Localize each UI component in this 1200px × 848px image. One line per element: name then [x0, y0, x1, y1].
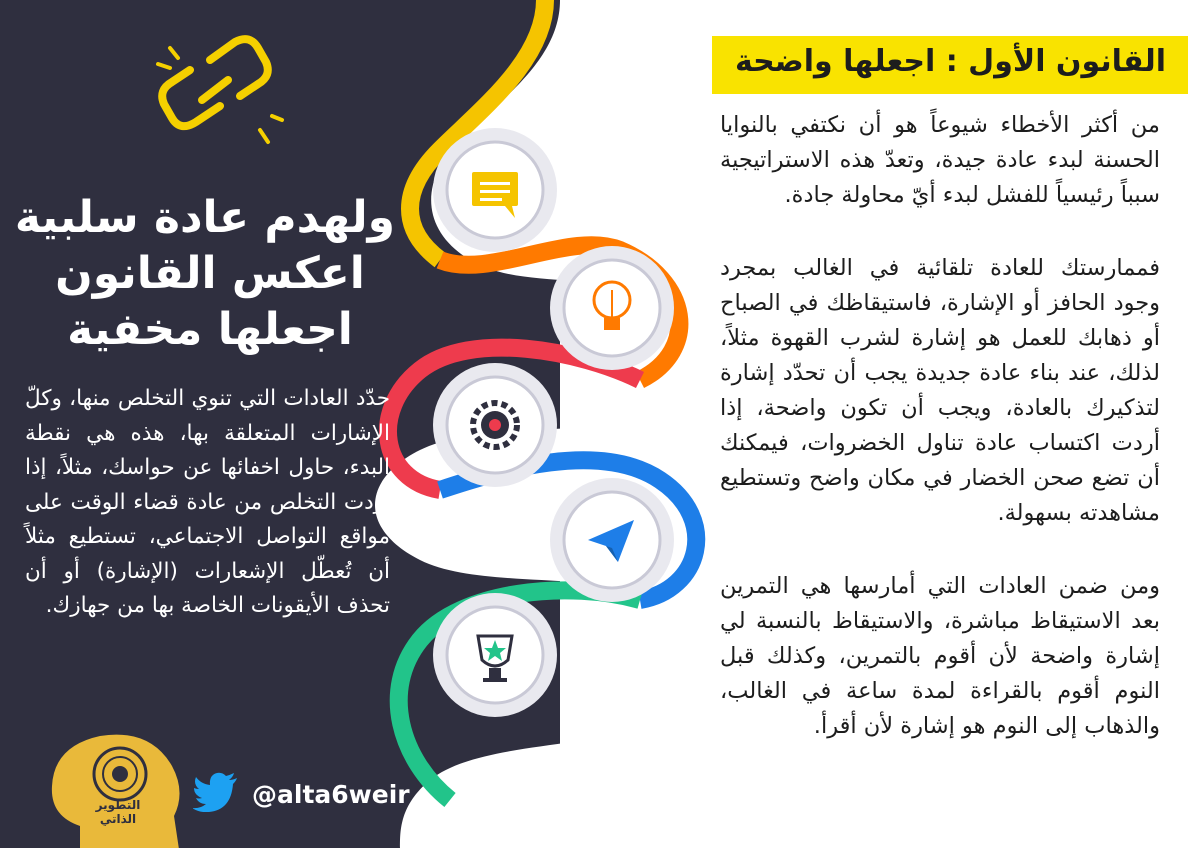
left-headline-line-2: اعكس القانون: [55, 248, 365, 299]
twitter-icon: [193, 772, 239, 812]
article-paragraph-2: فممارستك للعادة تلقائية في الغالب بمجرد وجود الحافز أو الإشارة، فاستيقاظك في الصباح أو ذهابك للعمل هو إشارة لشرب القهوة مثلاً، لذلك، عند بناء عادة جديدة يجب أن تحدّد إشارة لتذكيرك بالعادة، ويجب أن تكون واضحة، إذا أردت اكتساب عادة تناول الخضروات، فيمكنك أن تضع صحن الخضار في مكان واضح وتستطيع مشاهدته بسهولة.: [720, 255, 1160, 526]
broken-chain-icon: [140, 30, 290, 170]
left-headline-line-3: اجعلها مخفية: [67, 304, 353, 355]
twitter-handle[interactable]: @alta6weir: [252, 780, 410, 809]
header-bar: [712, 36, 1188, 94]
article-paragraph-1: من أكثر الأخطاء شيوعاً هو أن نكتفي بالنوايا الحسنة لبدء عادة جيدة، وتعدّ هذه الاستراتيجية سبباً رئيسياً للفشل لبدء أيّ محاولة جادة.: [720, 112, 1160, 208]
logo: [40, 716, 190, 848]
left-headline-line-1: ولهدم عادة سلبية: [14, 192, 395, 243]
article: [720, 108, 1160, 782]
header-title: القانون الأول : اجعلها واضحة: [734, 44, 1166, 79]
left-body: حدّد العادات التي تنوي التخلص منها، وكلّ الإشارات المتعلقة بها، هذه هي نقطة البدء، حاول اخفائها عن حواسك، مثلاً، إذا أردت التخلص من عادة قضاء الوقت على مواقع التواصل الاجتماعي، تستطيع مثلاً أن تُعطّل الإشعارات (الإشارة) أو أن تحذف الأيقونات الخاصة بها من جهازك.: [25, 386, 390, 618]
left-headline: [14, 190, 395, 358]
logo-text: التطوير الذاتي: [95, 798, 141, 826]
article-paragraph-3: ومن ضمن العادات التي أمارسها هي التمرين بعد الاستيقاظ مباشرة، والاستيقاظ بالنسبة لي إشارة واضحة لأن أقوم بالتمرين، وكذلك قبل النوم أقوم بالقراءة لمدة ساعة في الغالب، والذهاب إلى النوم هو إشارة لأن أقرأ.: [720, 573, 1160, 739]
